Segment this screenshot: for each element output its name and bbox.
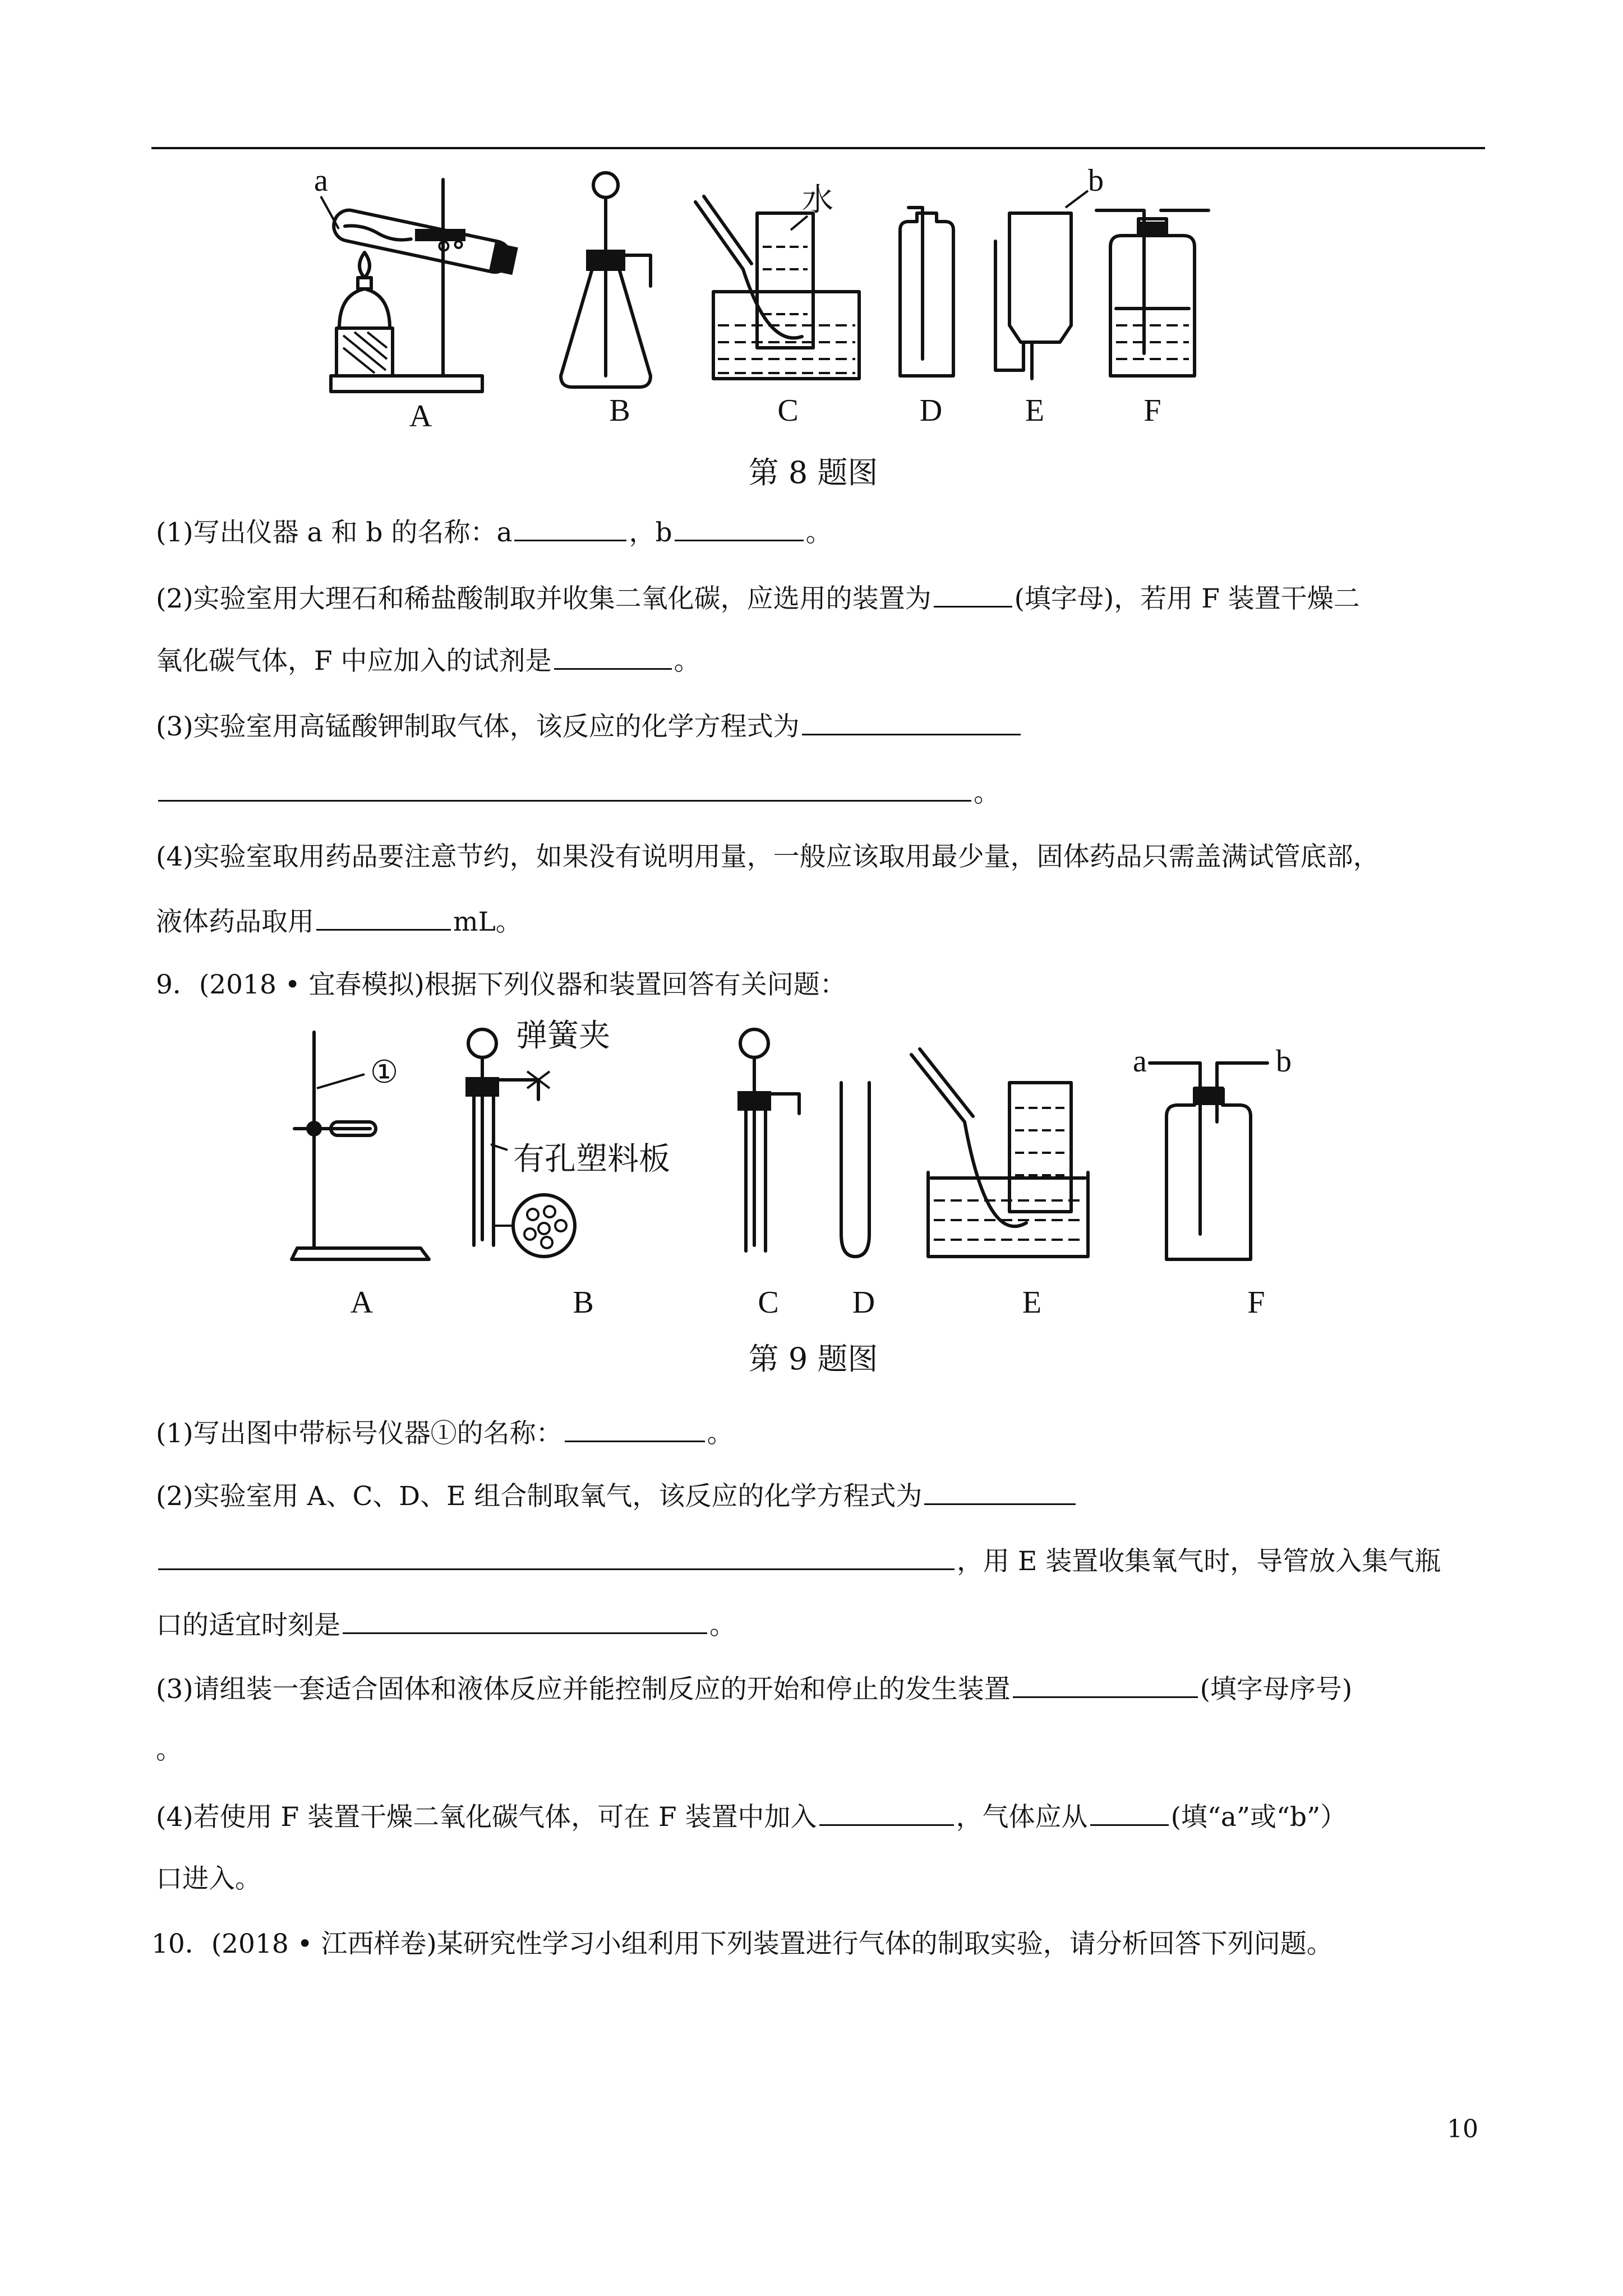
apparatus-9B <box>465 1018 670 1257</box>
q8-part3-line2 <box>156 774 1000 810</box>
q9-part1 <box>156 1415 734 1451</box>
callout-a-label: a <box>314 163 328 198</box>
q9-part1-text: (1)写出图中带标号仪器①的名称： <box>156 1418 562 1449</box>
fig9-label-B: B <box>573 1285 594 1320</box>
q9-part4-blank-port[interactable] <box>1090 1798 1169 1826</box>
q9-part4-blank-reagent[interactable] <box>819 1798 954 1826</box>
q10-stem: 10．(2018 • 江西样卷)某研究性学习小组利用下列装置进行气体的制取实验，请分析回答下列问题。 <box>151 1929 1333 1959</box>
apparatus-9D <box>841 1083 869 1257</box>
q9-part3-line2: 。 <box>156 1734 182 1765</box>
fig8-label-D: D <box>919 393 943 428</box>
q8-part2-line2 <box>156 642 700 678</box>
figure-9-drawing <box>280 1010 1357 1329</box>
q9-part4-text: (4)若使用 F 装置干燥二氧化碳气体，可在 F 装置中加入 <box>156 1802 817 1833</box>
fig9-label-D: D <box>852 1285 875 1320</box>
apparatus-9A <box>292 1032 429 1259</box>
q8-part1 <box>156 514 832 550</box>
fig8-label-B: B <box>609 393 630 428</box>
q8-part1-blank-a[interactable] <box>514 514 626 541</box>
q8-part2-line2-text: 氧化碳气体，F 中应加入的试剂是 <box>156 646 552 677</box>
q8-part3-blank-equation-b[interactable] <box>158 774 971 802</box>
plate-label: 有孔塑料板 <box>513 1141 670 1177</box>
q8-part3-text: (3)实验室用高锰酸钾制取气体，该反应的化学方程式为 <box>156 711 800 742</box>
spring-clip-label: 弹簧夹 <box>516 1018 610 1054</box>
q9-part2-line1 <box>156 1478 1078 1513</box>
q9-part2-blank-timing[interactable] <box>343 1607 707 1634</box>
q9-part4-suffix: (填“a”或“b”） <box>1170 1802 1347 1833</box>
q8-part4-line1 <box>156 840 1380 874</box>
apparatus-8A <box>314 163 518 392</box>
port-a-label: a <box>1133 1044 1147 1079</box>
apparatus-9F <box>1133 1044 1292 1259</box>
q9-stem: 9．(2018 • 宜春模拟)根据下列仪器和装置回答有关问题： <box>156 969 846 1000</box>
q8-part2-line1 <box>156 580 1360 616</box>
callout-1-label: ① <box>370 1054 399 1091</box>
q9-part2-blank-equation-a[interactable] <box>924 1478 1076 1505</box>
apparatus-9C <box>737 1029 799 1251</box>
fig8-label-A: A <box>409 399 432 434</box>
q9-part1-end: 。 <box>707 1418 734 1449</box>
fig8-label-F: F <box>1144 393 1161 428</box>
q8-part4-line2-text: 液体药品取用 <box>156 907 314 937</box>
q9-part3-text: (3)请组装一套适合固体和液体反应并能控制反应的开始和停止的发生装置 <box>156 1674 1011 1705</box>
figure-9-caption: 第 9 题图 <box>748 1341 878 1377</box>
q8-part2-blank-reagent[interactable] <box>554 642 672 670</box>
q9-part2-line3-text: 口的适宜时刻是 <box>156 1610 340 1641</box>
q9-part2-line3-end: 。 <box>709 1610 736 1641</box>
q8-part4-line2 <box>156 903 522 939</box>
apparatus-8F <box>1096 210 1209 376</box>
q8-part1-end: 。 <box>805 517 832 548</box>
q9-part2-line2-text: ，用 E 装置收集氧气时，导管放入集气瓶 <box>957 1546 1441 1577</box>
apparatus-8C <box>695 182 859 379</box>
apparatus-8E <box>995 163 1104 379</box>
fig9-label-F: F <box>1247 1285 1265 1320</box>
q9-part3-blank-device[interactable] <box>1013 1671 1198 1698</box>
figure-8 <box>314 157 1324 449</box>
q8-part4-blank-volume[interactable] <box>316 903 451 931</box>
q9-part2-line2 <box>156 1543 1441 1579</box>
q9-part4-line2: 口进入。 <box>156 1864 261 1894</box>
q8-part1-prefix: (1)写出仪器 a 和 b 的名称：a <box>156 517 513 548</box>
q8-part2-suffix: (填字母)，若用 F 装置干燥二 <box>1014 583 1360 614</box>
q9-part2-line3 <box>156 1607 736 1642</box>
q9-part1-blank-name[interactable] <box>565 1415 705 1442</box>
callout-b-label: b <box>1088 163 1104 198</box>
apparatus-8B <box>561 173 651 387</box>
fig9-label-C: C <box>758 1285 779 1320</box>
water-label: 水 <box>802 182 833 218</box>
fig8-label-C: C <box>777 393 799 428</box>
q8-part4-unit: mL。 <box>453 907 522 937</box>
header-rule <box>151 147 1485 149</box>
port-b-label: b <box>1276 1044 1292 1079</box>
apparatus-8D <box>900 208 953 376</box>
figure-8-caption: 第 8 题图 <box>748 455 878 490</box>
q8-part3-end: 。 <box>974 777 1000 808</box>
q8-part4-text: (4)实验室取用药品要注意节约，如果没有说明用量，一般应该取用最少量，固体药品只需盖满试管底部， <box>156 841 1380 872</box>
q8-part1-blank-b[interactable] <box>675 514 804 541</box>
q8-part3-line1 <box>156 708 1023 744</box>
q9-part3-suffix: (填字母序号) <box>1200 1674 1353 1705</box>
q9-part4-mid: ，气体应从 <box>956 1802 1088 1833</box>
figure-9 <box>280 1010 1357 1329</box>
fig9-label-A: A <box>350 1285 374 1320</box>
q8-part2-prefix: (2)实验室用大理石和稀盐酸制取并收集二氧化碳，应选用的装置为 <box>156 583 932 614</box>
q8-part3-blank-equation-a[interactable] <box>802 708 1021 735</box>
figure-8-drawing <box>314 157 1324 449</box>
q9-part3-line1 <box>156 1671 1352 1706</box>
fig9-label-E: E <box>1022 1285 1042 1320</box>
q9-part2-blank-equation-b[interactable] <box>158 1543 955 1570</box>
q9-part2-text: (2)实验室用 A、C、D、E 组合制取氧气，该反应的化学方程式为 <box>156 1481 923 1512</box>
apparatus-9E <box>911 1049 1088 1257</box>
page-number: 10 <box>1447 2115 1478 2143</box>
q9-part4-line1 <box>156 1798 1347 1834</box>
fig8-label-E: E <box>1025 393 1045 428</box>
q8-part1-mid: ，b <box>629 517 672 548</box>
q8-part2-blank-device[interactable] <box>934 580 1012 608</box>
q8-part2-line2-end: 。 <box>674 646 700 677</box>
